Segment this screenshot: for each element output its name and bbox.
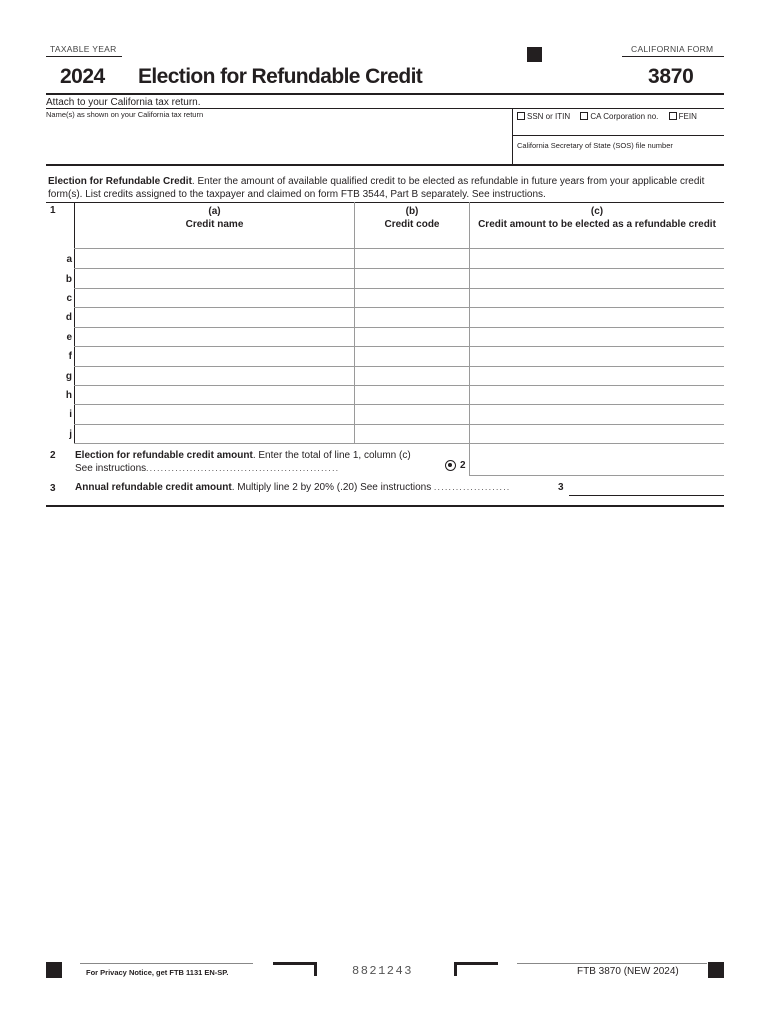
california-form-label: CALIFORNIA FORM xyxy=(631,44,714,54)
ca-corp-label: CA Corporation no. xyxy=(590,112,659,121)
privacy-notice: For Privacy Notice, get FTB 1131 EN-SP. xyxy=(86,968,229,977)
instructions-line-2: form(s). List credits assigned to the taxpayer and claimed on form FTB 3544, Part B separately. See instructions. xyxy=(48,189,546,200)
col-divider-a-b xyxy=(354,202,355,443)
line-2-ref: 2 xyxy=(460,460,466,471)
line-2-desc: . Enter the total of line 1, column (c) xyxy=(252,450,411,461)
row-rule xyxy=(74,327,724,328)
line-3-number: 3 xyxy=(50,483,56,494)
line-3-bold: Annual refundable credit amount xyxy=(75,482,232,493)
instructions-line-1: . Enter the amount of available qualified credit to be elected as refundable in future years from your applicable credit xyxy=(191,176,705,187)
form-bottom-rule xyxy=(46,505,724,507)
line-2-number: 2 xyxy=(50,450,56,461)
target-icon xyxy=(445,460,456,471)
footer-left-rule xyxy=(80,963,253,964)
line-3-desc: . Multiply line 2 by 20% (.20) See instructions xyxy=(231,482,432,493)
attach-instruction: Attach to your California tax return. xyxy=(46,97,201,108)
names-label: Name(s) as shown on your California tax return xyxy=(46,110,204,119)
registration-mark-bottom-left xyxy=(46,962,62,978)
form-title: Election for Refundable Credit xyxy=(138,65,423,88)
row-rule xyxy=(74,424,724,425)
registration-mark-bottom-right xyxy=(708,962,724,978)
ssn-label: SSN or ITIN xyxy=(527,112,571,121)
row-rule xyxy=(74,443,724,444)
row-letter-c: c xyxy=(66,293,72,304)
line-3-ref: 3 xyxy=(558,482,564,493)
taxable-year-label: TAXABLE YEAR xyxy=(50,44,117,54)
column-c-letter: (c) xyxy=(590,206,604,217)
line-2-desc-2: See instructions xyxy=(75,463,147,474)
form-number: 3870 xyxy=(648,65,694,88)
column-c-label: Credit amount to be elected as a refundable credit xyxy=(478,219,716,230)
fein-label: FEIN xyxy=(678,112,697,121)
row-letter-d: d xyxy=(65,312,72,323)
line-2-dots: . . . . . . . . . . . . . . . . . . . . . . . . . . . . . . . . . . . . . . . . . . . . . . . . . . . . . xyxy=(146,464,338,473)
column-b-label: Credit code xyxy=(384,219,440,230)
corner-mark-left xyxy=(273,962,317,976)
attach-rule xyxy=(46,108,724,109)
row-rule xyxy=(74,366,724,367)
row-rule xyxy=(74,288,724,289)
table-top-rule xyxy=(46,202,724,203)
ca-corp-checkbox[interactable] xyxy=(580,112,588,120)
row-letter-b: b xyxy=(65,274,72,285)
row-letter-h: h xyxy=(65,390,72,401)
california-form-rule xyxy=(622,56,724,57)
line-3-dots: . . . . . . . . . . . . . . . . . . . . . xyxy=(434,483,509,492)
form-id-footer: FTB 3870 (NEW 2024) xyxy=(577,966,679,977)
row-rule xyxy=(74,346,724,347)
col-divider-left xyxy=(74,202,75,443)
footer-right-rule xyxy=(517,963,707,964)
row-letter-f: f xyxy=(68,351,72,362)
barcode-number: 8821243 xyxy=(352,964,413,978)
line-2-field-divider xyxy=(469,443,470,476)
tax-year: 2024 xyxy=(60,65,105,88)
line-2-bold: Election for refundable credit amount xyxy=(75,450,253,461)
row-letter-a: a xyxy=(66,254,72,265)
fein-checkbox[interactable] xyxy=(669,112,677,120)
row-rule xyxy=(74,404,724,405)
registration-mark-top xyxy=(527,47,542,62)
ssn-checkbox[interactable] xyxy=(517,112,525,120)
row-letter-g: g xyxy=(65,371,72,382)
col-divider-b-c xyxy=(469,202,470,443)
row-rule xyxy=(74,307,724,308)
column-a-letter: (a) xyxy=(208,206,221,217)
id-rule xyxy=(512,135,724,136)
line-2-field-rule xyxy=(470,475,724,476)
column-a-header xyxy=(75,205,354,231)
row-letter-i: i xyxy=(69,409,72,420)
column-b-letter: (b) xyxy=(405,206,419,217)
column-a-label: Credit name xyxy=(185,219,244,230)
column-b-header xyxy=(355,205,469,231)
row-rule xyxy=(74,248,724,249)
section-instructions xyxy=(48,175,724,201)
column-c-header xyxy=(470,205,724,231)
corner-mark-right xyxy=(454,962,498,976)
line-3-text xyxy=(75,482,509,493)
taxpayer-bottom-rule xyxy=(46,164,724,166)
row-rule xyxy=(74,268,724,269)
taxable-year-rule xyxy=(46,56,122,57)
section-heading: Election for Refundable Credit xyxy=(48,176,192,187)
taxpayer-id-divider xyxy=(512,108,513,164)
row-letter-e: e xyxy=(66,332,72,343)
row-rule xyxy=(74,385,724,386)
line-3-field-rule xyxy=(569,495,724,496)
row-letter-j: j xyxy=(69,429,72,440)
line-2-text xyxy=(75,449,411,475)
sos-label: California Secretary of State (SOS) file number xyxy=(517,141,673,150)
header-thick-rule xyxy=(46,93,724,95)
line-1-number: 1 xyxy=(50,205,56,216)
taxpayer-id-options xyxy=(517,112,697,121)
